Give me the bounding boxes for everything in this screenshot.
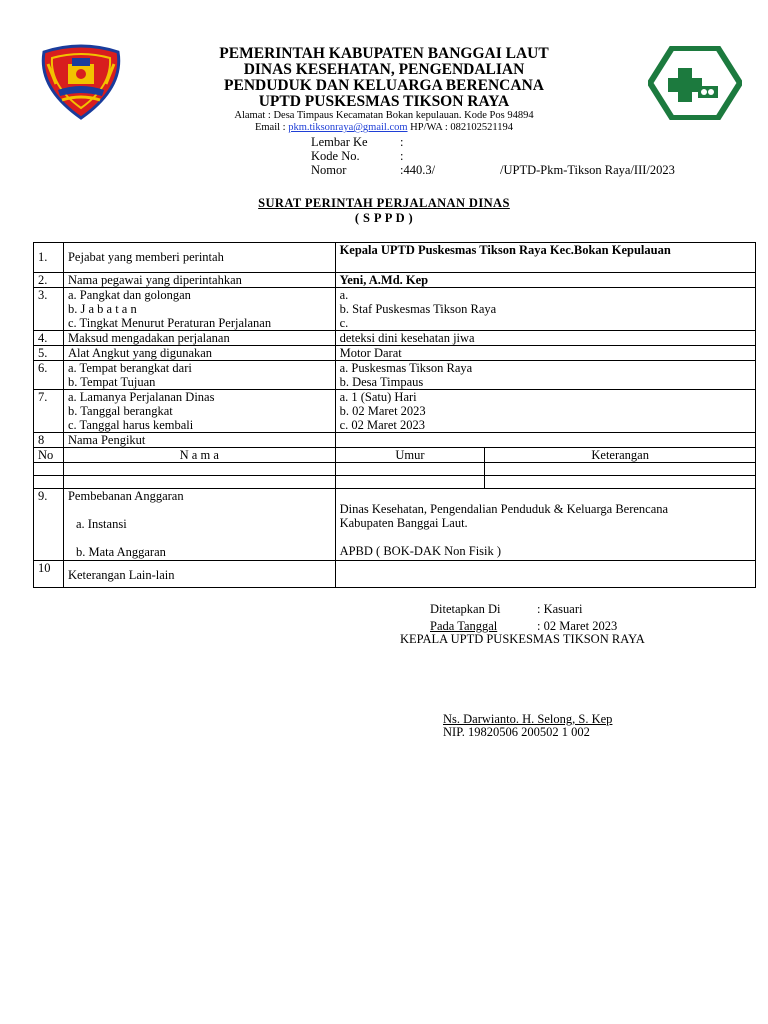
nomor-value: :440.3/ (400, 163, 436, 177)
row-label: a. Lamanya Perjalanan Dinas b. Tanggal berangkat c. Tanggal harus kembali (63, 390, 335, 433)
pengikut-empty-row (34, 476, 756, 489)
row-value: a. 1 (Satu) Hari b. 02 Maret 2023 c. 02 Maret 2023 (335, 390, 755, 433)
row-value: deteksi dini kesehatan jiwa (335, 331, 755, 346)
kop-line-3: PENDUDUK DAN KELUARGA BERENCANA (224, 77, 544, 94)
sppd-table (33, 242, 756, 588)
kode-label: Kode No. (311, 149, 360, 163)
row-value: Yeni, A.Md. Kep (335, 273, 755, 288)
tanggal-label: Pada Tanggal (430, 619, 498, 633)
document-subtitle: ( S P P D ) (354, 211, 414, 225)
kop-line-4: UPTD PUSKESMAS TIKSON RAYA (258, 93, 510, 110)
ditetapkan-value: : Kasuari (537, 602, 583, 616)
table-row (34, 243, 756, 273)
row-label: Pembebanan Anggaran a. Instansi b. Mata Anggaran (63, 489, 335, 561)
row-label: Nama Pengikut (63, 433, 335, 448)
table-row (34, 346, 756, 361)
col-keterangan-header: Keterangan (485, 448, 756, 463)
email-label: Email : (254, 122, 289, 133)
table-row (34, 561, 756, 588)
row-label: a. Tempat berangkat dari b. Tempat Tujuan (63, 361, 335, 390)
signatory-nip: NIP. 19820506 200502 1 002 (443, 725, 590, 739)
document-title: SURAT PERINTAH PERJALANAN DINAS (258, 196, 510, 210)
row-label: Alat Angkut yang digunakan (63, 346, 335, 361)
row-no: 2. (34, 273, 64, 288)
row-label: Keterangan Lain-lain (63, 561, 335, 588)
col-umur-header: Umur (335, 448, 485, 463)
row-no: 9. (34, 489, 64, 561)
table-row (34, 288, 756, 331)
kode-value: : (400, 149, 404, 163)
row-value: Dinas Kesehatan, Pengendalian Penduduk & Keluarga Berencana Kabupaten Banggai Laut. APBD ( BOK-DAK Non Fisik ) (335, 489, 755, 561)
row-label: Maksud mengadakan perjalanan (63, 331, 335, 346)
email-link[interactable]: pkm.tiksonraya@gmail.com (288, 122, 408, 133)
kop-line-2: DINAS KESEHATAN, PENGENDALIAN (243, 61, 525, 78)
row-no: 4. (34, 331, 64, 346)
row-no: 10 (34, 561, 64, 588)
phone: HP/WA : 082102521194 (407, 122, 514, 133)
office-title: KEPALA UPTD PUSKESMAS TIKSON RAYA (400, 632, 645, 646)
ditetapkan-label: Ditetapkan Di (430, 602, 501, 616)
row-no: 7. (34, 390, 64, 433)
row-no: 1. (34, 243, 64, 273)
row-value: Kepala UPTD Puskesmas Tikson Raya Kec.Bokan Kepulauan (335, 243, 755, 273)
signatory-name: Ns. Darwianto. H. Selong, S. Kep (443, 712, 613, 726)
table-row (34, 489, 756, 561)
table-row (34, 390, 756, 433)
row-no: 3. (34, 288, 64, 331)
kop-line-1: PEMERINTAH KABUPATEN BANGGAI LAUT (219, 45, 549, 62)
row-value: Motor Darat (335, 346, 755, 361)
pengikut-empty-row (34, 463, 756, 476)
table-row (34, 361, 756, 390)
contact-line (0, 122, 768, 134)
row-value (335, 433, 755, 448)
row-label: a. Pangkat dan golongan b. J a b a t a n c. Tingkat Menurut Peraturan Perjalanan (63, 288, 335, 331)
row-value: a. Puskesmas Tikson Raya b. Desa Timpaus (335, 361, 755, 390)
tanggal-value: : 02 Maret 2023 (537, 619, 618, 633)
nomor-label: Nomor (311, 163, 347, 177)
row-label: Nama pegawai yang diperintahkan (63, 273, 335, 288)
table-row (34, 331, 756, 346)
row-label: Pejabat yang memberi perintah (63, 243, 335, 273)
pengikut-header-row (34, 448, 756, 463)
lembar-value: : (400, 135, 404, 149)
row-no: 6. (34, 361, 64, 390)
row-value (335, 561, 755, 588)
address: Alamat : Desa Timpaus Kecamatan Bokan kepulauan. Kode Pos 94894 (234, 110, 534, 121)
row-no: 8 (34, 433, 64, 448)
col-nama-header: N a m a (63, 448, 335, 463)
table-row (34, 433, 756, 448)
row-no: 5. (34, 346, 64, 361)
lembar-label: Lembar Ke (311, 135, 368, 149)
table-row (34, 273, 756, 288)
row-value: a. b. Staf Puskesmas Tikson Raya c. (335, 288, 755, 331)
col-no-header: No (34, 448, 64, 463)
nomor-suffix: /UPTD-Pkm-Tikson Raya/III/2023 (500, 163, 675, 177)
